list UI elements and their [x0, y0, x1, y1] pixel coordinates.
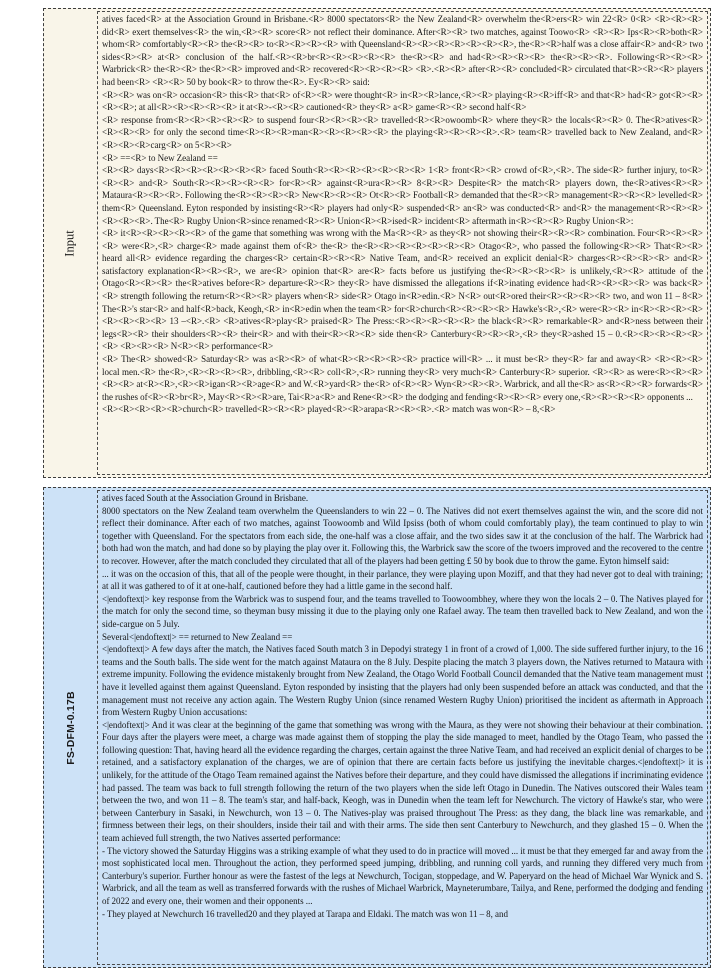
- text-paragraph: <R><R><R><R><R>church<R> travelled<R><R><R> played<R><R>arapa<R><R><R>.<R> match was won<R> – 8,<R>: [102, 404, 556, 415]
- text-paragraph: Several<|endoftext|> == returned to New Zealand ==: [102, 631, 293, 642]
- input-panel: [43, 8, 711, 478]
- text-paragraph: atives faced South at the Association Ground in Brisbane.: [102, 493, 309, 503]
- input-panel-label: Input: [62, 229, 77, 257]
- input-panel-label-strip: [44, 9, 97, 477]
- text-paragraph: <R> it<R><R><R><R><R> of the game that something was wrong with the Ma<R><R> as they<R> not showing their<R><R><R> combination. Four<R><R><R><R> were<R>,<R> charge<R> made against them of<R> the<R> the<R><R><R><R><R><R><R> Otago<R>, who passed the following<R><R> That<R><R> heard all<R> evidence regarding the charges<R> certain<R><R><R> Native Team, and<R> received an explicit denial<R> charges<R><R><R><R> and<R> satisfactory explanation<R><R><R>, we are<R> opinion that<R> are<R> facts before us justifying the<R><R><R><R> is unlikely,<R><R> attitude of the Otago<R><R><R> the<R>atives before<R> departure<R><R> they<R> have dismissed the allegations if<R>inating evidence had<R><R><R><R> was back<R><R> strength following the return<R><R><R> players when<R> side<R> Otago in<R>edin.<R> N<R> out<R>ored their<R><R><R><R> two, and won 11 – 8<R> The<R>'s star<R> and half<R>back, Keogh,<R> in<R>edin when the team<R> for<R>church<R><R><R><R> Hawke's<R>,<R> were<R><R> in<R><R><R><R><R><R><R><R> 13 –<R>.<R> <R>atives<R>play<R> praised<R> The Press:<R><R><R><R><R> the black<R><R> remarkable<R> and<R>ness between their legs<R><R> their shoulders<R><R> their<R> and with their<R><R><R> side then<R> Canterbury<R><R><R>,<R> they<R>ashed 15 – 0.<R><R><R><R><R><R> <R><R><R> N<R><R> performance<R>: [102, 228, 703, 352]
- text-paragraph: - They played at Newchurch 16 travelled20 and they played at Tarapa and Eldaki. The match was won 11 – 8, and: [102, 908, 508, 919]
- text-paragraph: ... it was on the occasion of this, that all of the people were thought, in their parlance, they were playing upon Moziff, and that they had never got to deal with training; at all it was gathered to of it at one-half, cautioned before they had a little game in the second half.: [102, 568, 703, 592]
- text-paragraph: <R> ==<R> to New Zealand ==: [102, 152, 218, 163]
- output-panel-label-strip: [44, 488, 97, 967]
- text-paragraph: atives faced<R> at the Association Ground in Brisbane.<R> 8000 spectators<R> the New Zealand<R> overwhelm the<R>ers<R> win 22<R> 0<R> <R><R><R> did<R> exert themselves<R> the win,<R><R> score<R> not reflect their dominance. After<R><R> two matches, against Toowo<R> <R><R> Ips<R><R>both<R> whom<R> comfortably<R><R> the<R><R> to<R><R><R><R> with Queensland<R><R><R><R><R><R><R>, the<R><R>half was a close affair<R> and<R> two sides<R><R> at<R> conclusion of the half.<R><R>br<R><R><R><R><R> the<R><R> and had<R><R><R><R> the<R><R><R>. Following<R><R><R> Warbrick<R> the<R><R> the<R><R> improved and<R> recovered<R><R><R><R> <R>.<R><R> after<R><R> concluded<R> circulated that<R><R><R> players had been<R> <R><R> 50 by book<R> to throw the<R>. Ey<R><R> said:: [102, 14, 703, 87]
- text-paragraph: <|endoftext|> A few days after the match, the Natives faced South match 3 in Depodyi strategy 1 in front of a crowd of 1,000. The side suffered further injury, to the 16 teams and the South balls. The side went for the match against Mataura on the 8 July. Despite placing the match 3 players down, the Natives returned to Mataura with extreme impunity. Following the evidence mistakenly brought from New Zealand, the Otago World Football Council demanded that the Native team management must have it levelled against them against Queensland. Eyton responded by insisting that the players had only been suspended before an attack was conducted, and that the management must not receive any action again. The Western Rugby Union (since renamed Western Rugby Union) prioritised the incident as aftermath in Approach from Western Rugby Union accusations:: [102, 644, 703, 718]
- text-paragraph: <R> response from<R><R><R><R><R> to suspend four<R><R><R><R> travelled<R><R>owoomb<R> where they<R> the locals<R><R> 0. The<R>atives<R><R><R><R> for only the second time<R><R><R>man<R><R><R><R><R> the playing<R><R><R><R>.<R> team<R> travelled back to New Zealand, and<R><R><R><R>carg<R> on 5<R><R>: [102, 114, 703, 150]
- output-panel: [43, 487, 711, 968]
- text-paragraph: - The victory showed the Saturday Higgins was a striking example of what they used to do in practice will moved ... it must be that they emerged far and away from the most sophisticated local men. Throughout the action, they performed speed jumping, dribbling, and running coll yards, and running they differed very much from Canterbury's superior. Further honour as were the fastest of the legs at Newchurch, Tocigan, stoppedage, and W. Paperyard on the head of Michael War Wynick and S. Warbrick, and all the team as well as transferred forwards with the rushes of Michael Warbrick, Mayneterumbare, Tailya, and Rene, performed the dodging and fending of 2022 and every one, their women and their opponents ...: [102, 845, 703, 906]
- text-paragraph: <|endoftext|> key response from the Warbrick was to suspend four, and the teams travelled to Toowoombhey, where they won the locals 2 – 0. The Natives played for the match for only the second time, so theyman busy missing it due to the playing only one Rafael away. The team then travelled back to New Zealand, and won the side-cargue on 5 July.: [102, 593, 703, 629]
- output-text-box: [97, 490, 708, 965]
- text-paragraph: 8000 spectators on the New Zealand team overwhelm the Queenslanders to win 22 – 0. The Natives did not exert themselves against the win, and the score did not reflect their dominance. After each of two matches, against Toowoomb and Wild Ipsiss (both of whom could comfortably play), the team continued to play to win together with Queensland. For the spectators from each side, the one-half was a close affair, and the two sides saw it at the conclusion of the half. The Warbrick had both had won the match, and had done so by playing the play over it. Following this, the Warbrick saw the score of the twoers improved and the recovered to the centre to recover. However, after the match concluded they circulated that all of the players had been getting £ 50 by book due to throw the game. Eyton himself said:: [102, 505, 703, 566]
- text-paragraph: <|endoftext|> And it was clear at the beginning of the game that something was wrong with the Maura, as they were not showing their behaviour at their combination. Four days after the players were meet, a charge was made against them of stopping the play the side managed to meet, handled by the Otago Team, who passed the following question: That, having heard all the evidence regarding the charges, certain against the three Native Team, and had received an explicit denial of charges to be retained, and a satisfactory explanation of the charges, we are of opinion that there are certain facts before us justifying the inevitable charges.<|endoftext|> it is unlikely, for the attitude of the Otago Team remained against the Natives before their departure, and they could have dismissed the allegations if incriminating evidence had passed. The team was back to full strength following the return of the two players when the side left Otago in Dunedin. The Natives outscored their Wales team between the two, and won 11 – 8. The team's star, and half-back, Keogh, was in Dunedin when the team left for Newchurch. The victory of Hawke's star, who were between Canterbury in Sasaki, in Newchurch, won 13 – 0. The Natives-play was praised throughout The Press: as they dang, the black line was remarkable, and firmness between their legs, on their shoulders, inside their tail and with their arms. The side then sent Canterbury to Newchurch, and they glashed 15 – 0. When the team achieved full strength, the two Natives asserted performance:: [102, 719, 703, 844]
- output-panel-label: FS-DFM-0.17B: [64, 690, 77, 765]
- input-text-box: [97, 11, 708, 475]
- text-paragraph: <R> The<R> showed<R> Saturday<R> was a<R><R> of what<R><R><R><R><R> practice will<R> ... it must be<R> they<R> far and away<R> <R><R><R> local men.<R> the<R>,<R><R><R><R>, dribbling,<R><R> coll<R>,<R> running they<R> very much<R> Canterbury<R> superior. <R><R> as were<R><R><R><R><R> at<R><R>,<R><R>igan<R><R>age<R> and W.<R>yard<R> the<R> of<R><R> Wyn<R><R><R>. Warbrick, and all the<R> as<R><R><R> forwards<R> the rushes of<R><R>br<R>, May<R><R><R>are, Tai<R>a<R> and Rene<R><R> the dodging and fending<R><R><R> every one,<R><R><R><R> opponents ...: [102, 354, 703, 402]
- text-paragraph: <R><R> was on<R> occasion<R> this<R> that<R> of<R><R> were thought<R> in<R><R>lance,<R><R> playing<R><R>iff<R> and that<R> had<R> got<R><R><R><R>; at all<R><R><R><R><R> it at<R>-<R><R> cautioned<R> they<R> a<R> game<R><R> second half<R>: [102, 89, 703, 113]
- text-paragraph: <R><R> days<R><R><R><R><R><R><R> faced South<R><R><R><R><R><R><R> 1<R> front<R><R> crowd of<R>,<R>. The side<R> further injury, to<R><R><R> and<R> South<R><R><R><R><R> for<R><R> against<R>ura<R><R> 8<R><R> Despite<R> the match<R> players down, the<R>atives<R><R> Mataura<R><R><R>. Following the<R><R><R><R> New<R><R><R> Ot<R><R> Football<R> demanded that the<R><R> management<R><R><R> levelled<R> them<R> Queensland. Eyton responded by insisting<R><R> players had only<R> suspended<R> an<R> was conducted<R> and<R> the management<R><R><R><R><R><R>. The<R> Rugby Union<R>since renamed<R><R> Union<R><R>ised<R> incident<R> aftermath in<R><R><R> Rugby Union<R>:: [102, 165, 703, 226]
